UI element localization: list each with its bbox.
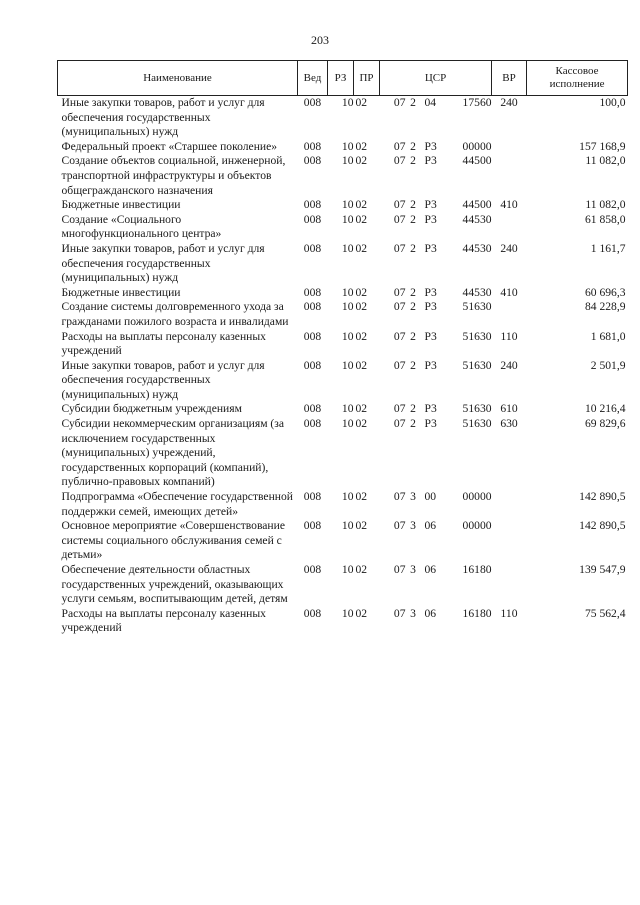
row-csr-event: P3	[424, 300, 437, 314]
page-number: 203	[311, 33, 329, 47]
row-ved: 008	[303, 300, 322, 314]
row-csr-direction: 44500	[462, 198, 492, 212]
row-csr-event: P3	[424, 417, 437, 431]
table-row	[58, 300, 628, 329]
row-amount: 69 829,6	[584, 417, 626, 431]
row-csr-program: 07	[393, 96, 406, 109]
row-amount: 1 161,7	[590, 241, 626, 255]
row-rz: 10	[341, 402, 354, 416]
row-name: Субсидии бюджетным учреждениям	[61, 402, 242, 416]
row-csr-event: P3	[424, 154, 437, 168]
row-vr: 240	[500, 241, 518, 255]
row-rz: 10	[341, 490, 354, 504]
row-ved: 008	[303, 358, 322, 372]
row-amount: 10 216,4	[584, 402, 626, 416]
row-rz: 10	[341, 212, 354, 226]
row-vr: 110	[500, 606, 518, 620]
row-rz: 10	[341, 241, 354, 255]
table-row	[58, 490, 628, 519]
row-ved: 008	[303, 402, 322, 416]
row-ved: 008	[303, 606, 322, 620]
row-ved: 008	[303, 329, 322, 343]
row-ved: 008	[303, 285, 322, 299]
row-vr	[492, 490, 527, 519]
row-csr-program: 07	[393, 358, 406, 372]
row-pr: 02	[355, 139, 368, 153]
row-amount: 1 681,0	[590, 329, 626, 343]
row-name: Расходы на выплаты персоналу казенных учреждений	[61, 606, 266, 635]
row-name: Создание «Социального многофункционального центра»	[61, 212, 222, 241]
row-ved: 008	[303, 490, 322, 504]
row-rz: 10	[341, 519, 354, 533]
table-row	[58, 417, 628, 490]
row-csr-subprogram: 2	[410, 154, 416, 168]
row-vr: 610	[500, 402, 518, 416]
row-csr-event: P3	[424, 285, 437, 299]
row-pr: 02	[355, 490, 368, 504]
row-pr: 02	[355, 606, 368, 620]
row-csr-program: 07	[393, 417, 406, 431]
row-csr-subprogram: 2	[410, 358, 416, 372]
table-row	[58, 563, 628, 607]
row-amount: 61 858,0	[584, 212, 626, 226]
table-row	[58, 213, 628, 242]
row-csr-direction: 16180	[462, 606, 492, 620]
row-csr-subprogram: 2	[410, 329, 416, 343]
row-name: Бюджетные инвестиции	[61, 198, 181, 212]
row-name: Обеспечение деятельности областных государственных учреждений, оказывающих услуги семьям, воспитывающим детей, детям	[61, 563, 288, 606]
row-rz: 10	[341, 154, 354, 168]
row-amount: 11 082,0	[585, 154, 626, 168]
row-csr-event: P3	[424, 358, 437, 372]
row-csr-direction: 44530	[462, 241, 492, 255]
table-header-row	[58, 61, 628, 96]
row-name: Создание объектов социальной, инженерной, транспортной инфраструктуры и объектов общегражданского назначения	[61, 154, 286, 197]
row-pr: 02	[355, 285, 368, 299]
row-amount: 2 501,9	[590, 358, 626, 372]
row-csr-event: P3	[424, 139, 437, 153]
row-name: Федеральный проект «Старшее поколение»	[61, 139, 278, 153]
row-pr: 02	[355, 402, 368, 416]
row-pr: 02	[355, 329, 368, 343]
row-rz: 10	[341, 198, 354, 212]
row-csr-subprogram: 2	[410, 241, 416, 255]
table-row	[58, 607, 628, 636]
row-rz: 10	[341, 358, 354, 372]
row-csr-event: 06	[424, 519, 437, 533]
row-csr-subprogram: 2	[410, 198, 416, 212]
row-ved: 008	[303, 96, 322, 109]
table-row	[58, 140, 628, 155]
row-pr: 02	[355, 417, 368, 431]
row-rz: 10	[341, 285, 354, 299]
table-row	[58, 330, 628, 359]
row-rz: 10	[341, 96, 354, 109]
row-name: Иные закупки товаров, работ и услуг для обеспечения государственных (муниципальных) нужд	[61, 358, 265, 401]
row-csr-direction: 44530	[462, 285, 492, 299]
row-csr-subprogram: 3	[410, 563, 416, 576]
row-rz: 10	[341, 606, 354, 620]
row-vr	[492, 154, 527, 198]
row-amount: 100,0	[599, 96, 626, 109]
row-csr-event: 06	[424, 606, 437, 620]
row-vr: 410	[500, 198, 518, 212]
header-pr: ПР	[354, 61, 380, 96]
row-csr-direction: 51630	[462, 417, 492, 431]
row-pr: 02	[355, 519, 368, 533]
header-amount: Кассовое исполнение	[527, 61, 628, 96]
row-name: Иные закупки товаров, работ и услуг для обеспечения государственных (муниципальных) нужд	[61, 241, 265, 285]
row-csr-subprogram: 3	[410, 519, 416, 533]
row-csr-event: P3	[424, 329, 437, 343]
row-name: Иные закупки товаров, работ и услуг для обеспечения государственных (муниципальных) нужд	[61, 96, 265, 139]
row-csr-direction: 00000	[462, 519, 492, 533]
row-csr-event: P3	[424, 212, 437, 226]
row-ved: 008	[303, 563, 322, 576]
row-csr-event: 00	[424, 490, 437, 504]
row-rz: 10	[341, 563, 354, 576]
row-vr: 410	[500, 285, 518, 299]
row-ved: 008	[303, 241, 322, 255]
row-amount: 157 168,9	[579, 139, 626, 153]
row-csr-program: 07	[393, 519, 406, 533]
row-pr: 02	[355, 563, 368, 576]
table-row	[58, 154, 628, 198]
row-csr-program: 07	[393, 212, 406, 226]
row-vr	[492, 519, 527, 563]
row-csr-program: 07	[393, 241, 406, 255]
row-csr-program: 07	[393, 198, 406, 212]
row-amount: 84 228,9	[584, 300, 626, 314]
budget-table	[57, 60, 628, 636]
table-row	[58, 519, 628, 563]
row-name: Подпрограмма «Обеспечение государственной поддержки семей, имеющих детей»	[61, 490, 293, 518]
row-amount: 75 562,4	[584, 606, 626, 620]
row-csr-program: 07	[393, 402, 406, 416]
table-row	[58, 96, 628, 140]
row-ved: 008	[303, 198, 322, 212]
row-amount: 60 696,3	[584, 285, 626, 299]
row-csr-subprogram: 2	[410, 212, 416, 226]
row-csr-program: 07	[393, 490, 406, 504]
row-ved: 008	[303, 519, 322, 533]
row-rz: 10	[341, 329, 354, 343]
row-name: Основное мероприятие «Совершенствование системы социального обслуживания семей с детьми»	[61, 519, 285, 562]
row-rz: 10	[341, 417, 354, 431]
row-name: Бюджетные инвестиции	[61, 285, 181, 299]
header-rz: РЗ	[328, 61, 354, 96]
row-csr-subprogram: 2	[410, 402, 416, 416]
row-csr-subprogram: 2	[410, 300, 416, 314]
row-amount: 142 890,5	[579, 490, 626, 504]
row-csr-direction: 51630	[462, 300, 492, 314]
row-amount: 139 547,9	[579, 563, 626, 576]
row-vr	[492, 140, 527, 155]
table-row	[58, 286, 628, 301]
row-amount: 142 890,5	[579, 519, 626, 533]
row-csr-direction: 51630	[462, 358, 492, 372]
row-csr-direction: 00000	[462, 139, 492, 153]
header-vr: ВР	[492, 61, 527, 96]
row-ved: 008	[303, 154, 322, 168]
row-csr-program: 07	[393, 563, 406, 576]
row-ved: 008	[303, 139, 322, 153]
row-csr-subprogram: 2	[410, 285, 416, 299]
row-vr	[492, 300, 527, 329]
row-csr-direction: 44500	[462, 154, 492, 168]
row-pr: 02	[355, 241, 368, 255]
row-csr-direction: 44530	[462, 212, 492, 226]
row-csr-program: 07	[393, 300, 406, 314]
row-ved: 008	[303, 417, 322, 431]
row-csr-subprogram: 2	[410, 96, 416, 109]
row-rz: 10	[341, 300, 354, 314]
row-csr-program: 07	[393, 606, 406, 620]
row-vr	[492, 213, 527, 242]
row-name: Расходы на выплаты персоналу казенных учреждений	[61, 329, 266, 358]
row-csr-program: 07	[393, 329, 406, 343]
table-row	[58, 242, 628, 286]
row-pr: 02	[355, 198, 368, 212]
row-csr-event: P3	[424, 198, 437, 212]
row-vr: 630	[500, 417, 518, 431]
row-vr: 240	[500, 358, 518, 372]
row-csr-subprogram: 2	[410, 417, 416, 431]
row-pr: 02	[355, 212, 368, 226]
table-row	[58, 359, 628, 403]
row-csr-subprogram: 3	[410, 490, 416, 504]
header-name: Наименование	[58, 61, 298, 96]
row-pr: 02	[355, 358, 368, 372]
row-csr-event: 06	[424, 563, 437, 576]
row-pr: 02	[355, 154, 368, 168]
row-csr-program: 07	[393, 154, 406, 168]
header-ved: Вед	[298, 61, 328, 96]
row-name: Создание системы долговременного ухода за гражданами пожилого возраста и инвалидами	[61, 300, 289, 328]
row-pr: 02	[355, 300, 368, 314]
row-rz: 10	[341, 139, 354, 153]
table-row	[58, 198, 628, 213]
row-vr	[492, 563, 527, 607]
row-csr-event: P3	[424, 402, 437, 416]
row-csr-direction: 51630	[462, 402, 492, 416]
row-csr-direction: 51630	[462, 329, 492, 343]
row-csr-program: 07	[393, 139, 406, 153]
row-csr-program: 07	[393, 285, 406, 299]
row-csr-direction: 00000	[462, 490, 492, 504]
row-ved: 008	[303, 212, 322, 226]
row-pr: 02	[355, 96, 368, 109]
row-amount: 11 082,0	[585, 198, 626, 212]
row-vr: 110	[500, 329, 518, 343]
row-vr: 240	[500, 96, 518, 109]
row-name: Субсидии некоммерческим организациям (за исключением государственных (муниципальных) учреждений, государственных корпораций (компаний), публично-правовых компаний)	[61, 417, 285, 489]
row-csr-subprogram: 3	[410, 606, 416, 620]
row-csr-direction: 16180	[462, 563, 492, 576]
table-row	[58, 402, 628, 417]
row-csr-subprogram: 2	[410, 139, 416, 153]
row-csr-event: 04	[424, 96, 437, 109]
header-csr: ЦСР	[380, 61, 492, 96]
row-csr-direction: 17560	[462, 96, 492, 109]
row-csr-event: P3	[424, 241, 437, 255]
